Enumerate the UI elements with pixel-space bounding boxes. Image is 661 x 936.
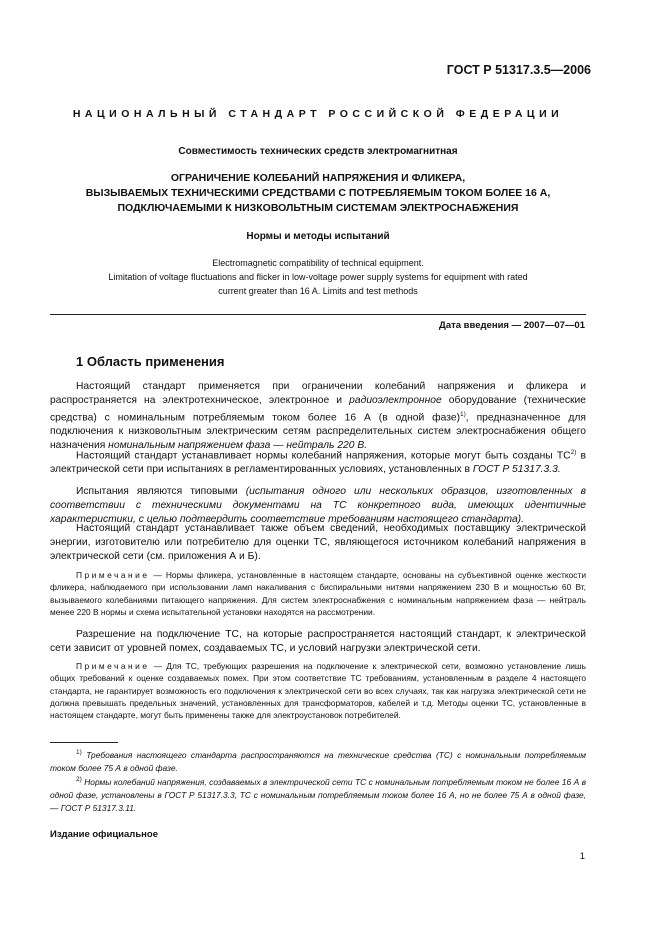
english-title <box>50 256 586 298</box>
text-run: в электрической сети при испытаниях в регламентированных условиях, установленных в <box>50 450 586 476</box>
header-divider <box>50 314 586 315</box>
subject-title: Совместимость технических средств электромагнитная <box>178 146 458 157</box>
note-label: Примечание <box>76 661 150 671</box>
footnote-text: Требования настоящего стандарта распространяются на технические средства (ТС) с номинальным потребляемым током более 75 А в одной фазе. <box>50 749 586 773</box>
paragraph-connection: Разрешение на подключение ТС, на которые распространяется настоящий стандарт, к электрической сети зависит от уровней помех, создаваемых ТС, и условий нагрузки электрической сети. <box>50 629 586 654</box>
section-heading: 1 Область применения <box>76 354 225 369</box>
main-title-line-3: ПОДКЛЮЧАЕМЫМИ К НИЗКОВОЛЬТНЫМ СИСТЕМАМ ЭЛЕКТРОСНАБЖЕНИЯ <box>117 202 519 214</box>
national-standard-heading: НАЦИОНАЛЬНЫЙ СТАНДАРТ РОССИЙСКОЙ ФЕДЕРАЦИИ <box>72 108 564 120</box>
footnote-1 <box>50 746 586 775</box>
note-text: — Нормы фликера, установленные в настоящем стандарте, основаны на субъективной оценке жесткости фликера, наблюдаемого при использовании ламп накаливания с биспиральными нитями напряжением 230 В и мощностью 60 Вт, вызываемого колебаниями питающего напряжения. Для систем электроснабжения с номинальным напряжением фаза — нейтраль менее 220 В нормы и схема испытательной установки находятся на рассмотрении. <box>50 570 586 617</box>
note-2 <box>50 660 586 721</box>
footnote-ref: 1) <box>460 411 466 418</box>
text-run: Настоящий стандарт устанавливает нормы колебаний напряжения, которые могут быть созданы ТС <box>76 450 571 462</box>
text-run-italic: радиоэлектронное <box>349 395 442 406</box>
footnote-mark: 2) <box>76 776 82 783</box>
note-text: — Для ТС, требующих разрешения на подключение к электрической сети, возможно установление лишь общих требований к оценке создаваемых помех. При этом соответствие ТС требованиям, установленным в разделе 4 настоящего стандарта, не гарантирует возможность его подключения к электрической сети во всех случаях, так как нагрузка электрической сети не должна превышать предельных значений, установленных для трансформаторов, кабелей и т.д. Методы оценки ТС, установленные в настоящем стандарте, могут быть применены также для электроустановок потребителей. <box>50 661 586 721</box>
text-run: , предназначенное для подключения к низковольтным электрическим сетям распределительных систем электроснабжения общего назначения <box>50 412 587 452</box>
date-of-introduction: Дата введения — 2007—07—01 <box>439 320 585 331</box>
english-title-line-3: current greater than 16 A. Limits and test methods <box>218 286 418 296</box>
text-run: Испытания являются типовыми <box>76 486 246 497</box>
main-title-line-2: ВЫЗЫВАЕМЫХ ТЕХНИЧЕСКИМИ СРЕДСТВАМИ С ПОТРЕБЛЯЕМЫМ ТОКОМ БОЛЕЕ 16 А, <box>85 187 551 199</box>
text-run-italic: (испытания одного или нескольких образцов, изготовленных в соответствии с техническими документами на ТС конкретного вида, имеющих идентичные характеристики, с целью подтвердить соответствие требованиям настоящего стандарта). <box>50 486 586 525</box>
footnote-ref: 2) <box>570 449 577 456</box>
document-number: ГОСТ Р 51317.3.5—2006 <box>446 63 591 77</box>
paragraph-scope <box>50 380 586 453</box>
text-run-italic: номинальным напряжением фаза — нейтраль 220 В. <box>108 440 368 452</box>
paragraph-norms <box>50 446 586 477</box>
text-run: Настоящий стандарт применяется при ограничении колебаний напряжения и фликера и распространяется на электротехническое, электронное и <box>50 381 586 406</box>
paragraph-info-scope: Настоящий стандарт устанавливает также объем сведений, необходимых поставщику электрической энергии, изготовителю или потребителю для оценки ТС, являющегося источником колебаний напряжения в электрической сети (см. приложения А и Б). <box>50 523 586 562</box>
footnote-mark: 1) <box>76 749 82 756</box>
english-title-line-2: Limitation of voltage fluctuations and flicker in low-voltage power supply systems for equipment with rated <box>108 272 528 282</box>
note-label: Примечание <box>76 570 150 580</box>
footnote-2 <box>50 773 586 815</box>
note-1 <box>50 569 586 618</box>
main-title-line-1: ОГРАНИЧЕНИЕ КОЛЕБАНИЙ НАПРЯЖЕНИЯ И ФЛИКЕРА, <box>170 172 466 184</box>
text-run-italic: ГОСТ Р 51317.3.3. <box>472 464 561 476</box>
paragraph-tests <box>50 485 586 527</box>
main-title <box>50 171 586 216</box>
footnote-divider <box>50 742 118 743</box>
official-edition-label: Издание официальное <box>50 829 158 840</box>
footnote-text: Нормы колебаний напряжения, создаваемых в электрической сети ТС с номинальным потребляемым током не более 16 А в одной фазе, установлены в ГОСТ Р 51317.3.3, ТС с номинальным потребляемым током более 16 А, но не более 75 А в одной фазе, — ГОСТ Р 51317.3.11. <box>50 776 586 813</box>
norms-subtitle: Нормы и методы испытаний <box>246 231 390 242</box>
page-number: 1 <box>579 851 585 862</box>
english-title-line-1: Electromagnetic compatibility of technical equipment. <box>212 258 424 268</box>
text-run: оборудование (технические средства) с номинальным потребляемым током более 16 А (в одной фазе) <box>50 395 586 424</box>
